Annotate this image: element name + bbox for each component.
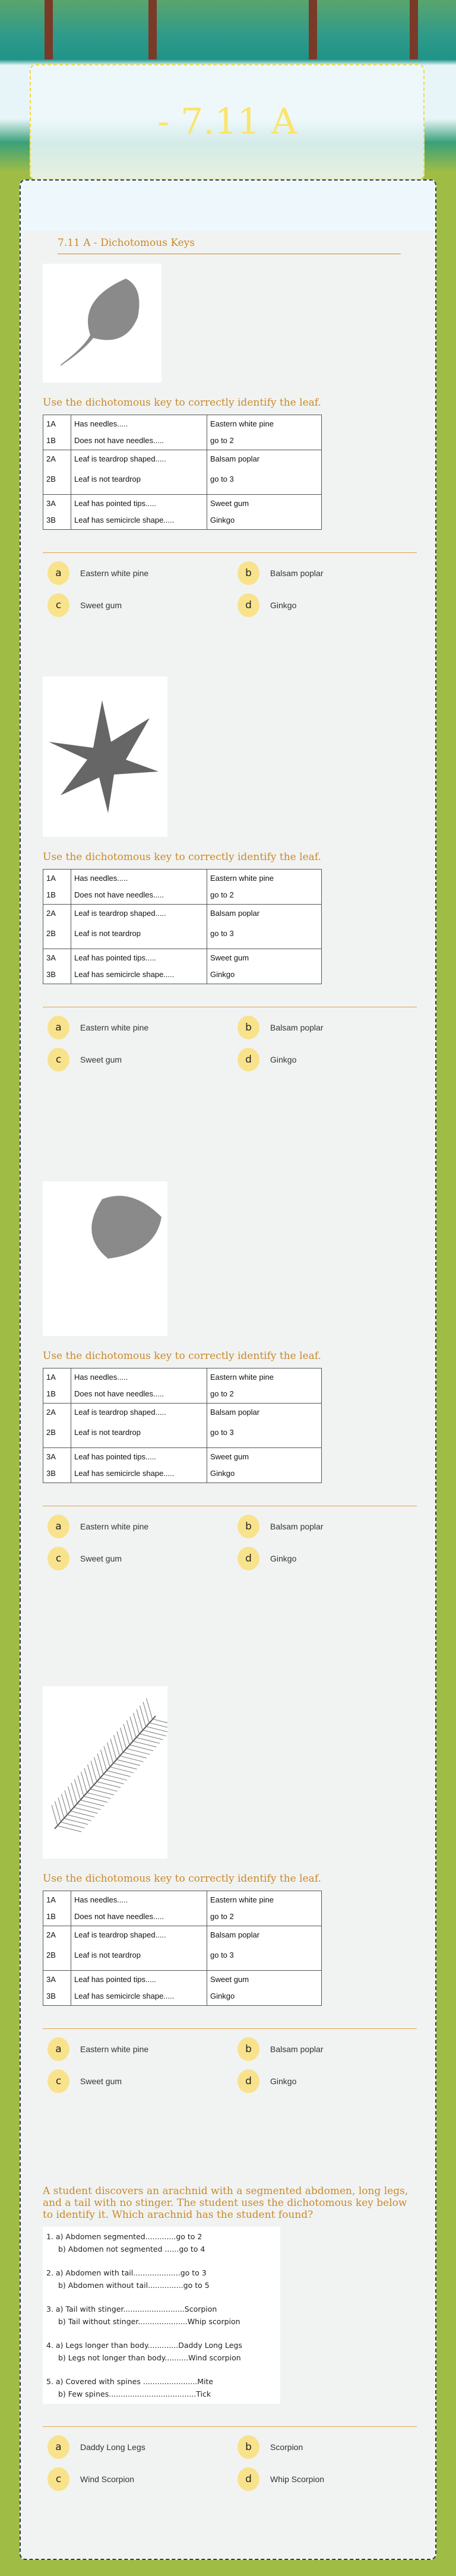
option-letter-badge: c — [48, 593, 69, 617]
key-result: go to 2 — [210, 436, 234, 445]
tree-trunk — [45, 0, 53, 59]
answer-option-b[interactable] — [238, 561, 422, 585]
option-letter-badge: a — [48, 1515, 69, 1538]
key-description: Leaf has pointed tips..... — [74, 499, 157, 508]
answer-option-d[interactable] — [238, 2467, 422, 2491]
leaf-image — [43, 1686, 167, 1858]
answer-option-c[interactable] — [48, 1048, 238, 1072]
option-label: Scorpion — [270, 2442, 303, 2452]
key-line: b) Legs not longer than body..........Wind scorpion — [58, 2353, 241, 2362]
key-step-id: 1A — [46, 1373, 56, 1382]
question-2 — [43, 677, 417, 1072]
answer-option-d[interactable] — [238, 1048, 422, 1072]
key-description: Leaf is not teardrop — [74, 1428, 141, 1437]
key-result: go to 2 — [210, 890, 234, 899]
answer-option-b[interactable] — [238, 2037, 422, 2061]
option-label: Sweet gum — [80, 1554, 122, 1563]
option-letter-badge: c — [48, 2467, 69, 2491]
key-result: Eastern white pine — [210, 1895, 274, 1904]
title-card — [30, 64, 425, 180]
answer-option-a[interactable] — [48, 561, 238, 585]
option-label: Eastern white pine — [80, 2044, 149, 2054]
key-description: Leaf has pointed tips..... — [74, 1975, 157, 1984]
key-line: b) Few spines.....................................Tick — [58, 2389, 211, 2398]
option-letter-badge: a — [48, 2037, 69, 2061]
key-line: b) Tail without stinger.....................Whip scorpion — [58, 2317, 240, 2326]
key-line: 3. a) Tail with stinger..........................Scorpion — [46, 2305, 217, 2313]
leaf-image — [43, 1181, 167, 1336]
answer-option-a[interactable] — [48, 1515, 238, 1538]
key-step-id: 1B — [46, 1389, 56, 1398]
key-step-id: 2A — [46, 1930, 56, 1939]
key-result: go to 2 — [210, 1912, 234, 1921]
answer-options — [43, 2037, 417, 2093]
key-result: Balsam poplar — [210, 1408, 260, 1417]
key-step-id: 1B — [46, 890, 56, 899]
key-result: Sweet gum — [210, 1452, 249, 1461]
key-result: go to 3 — [210, 1428, 234, 1437]
key-line: 2. a) Abdomen with tail....................go to 3 — [46, 2268, 207, 2277]
option-letter-badge: d — [238, 1547, 259, 1570]
option-letter-badge: b — [238, 561, 259, 585]
option-letter-badge: c — [48, 2069, 69, 2093]
key-row-group — [43, 905, 322, 949]
option-letter-badge: b — [238, 1515, 259, 1538]
answer-option-a[interactable] — [48, 2435, 238, 2459]
option-letter-badge: d — [238, 2467, 259, 2491]
answer-options — [43, 1016, 417, 1072]
key-row-group — [43, 1368, 322, 1404]
key-step-id: 1A — [46, 419, 56, 428]
key-line: 1. a) Abdomen segmented.............go to 2 — [46, 2232, 202, 2241]
key-result: Sweet gum — [210, 953, 249, 962]
answer-option-a[interactable] — [48, 2037, 238, 2061]
key-description: Does not have needles..... — [74, 436, 164, 445]
key-step-id: 1A — [46, 1895, 56, 1904]
key-description: Leaf has semicircle shape..... — [74, 516, 175, 524]
option-label: Balsam poplar — [270, 2044, 324, 2054]
answer-option-c[interactable] — [48, 2069, 238, 2093]
answer-option-c[interactable] — [48, 1547, 238, 1570]
key-description: Has needles..... — [74, 874, 128, 883]
key-result: Eastern white pine — [210, 419, 274, 428]
key-result: Sweet gum — [210, 499, 249, 508]
key-step-id: 2B — [46, 1428, 56, 1437]
option-label: Eastern white pine — [80, 1522, 149, 1531]
option-label: Ginkgo — [270, 600, 297, 610]
option-label: Balsam poplar — [270, 1023, 324, 1032]
page-title: - 7.11 A — [157, 101, 297, 143]
key-row-group — [43, 1891, 322, 1926]
key-step-id: 1B — [46, 1912, 56, 1921]
key-step-id: 2B — [46, 475, 56, 483]
key-description: Leaf is teardrop shaped..... — [74, 909, 166, 918]
key-description: Has needles..... — [74, 419, 128, 428]
key-result: Eastern white pine — [210, 1373, 274, 1382]
option-letter-badge: c — [48, 1547, 69, 1570]
key-row-group — [43, 450, 322, 495]
key-step-id: 2A — [46, 909, 56, 918]
key-result: Ginkgo — [210, 1992, 235, 2000]
dichotomous-key-table — [43, 415, 322, 530]
option-letter-badge: a — [48, 1016, 69, 1039]
key-description: Leaf has pointed tips..... — [74, 1452, 157, 1461]
key-description: Leaf is not teardrop — [74, 929, 141, 938]
key-step-id: 3B — [46, 1992, 56, 2000]
key-result: Balsam poplar — [210, 909, 260, 918]
key-description: Leaf is not teardrop — [74, 475, 141, 483]
answer-option-b[interactable] — [238, 1515, 422, 1538]
answer-option-b[interactable] — [238, 1016, 422, 1039]
key-line: 4. a) Legs longer than body.............Daddy Long Legs — [46, 2341, 242, 2350]
leaf-image — [43, 264, 162, 383]
key-description: Does not have needles..... — [74, 890, 164, 899]
option-label: Sweet gum — [80, 1055, 122, 1064]
key-result: Ginkgo — [210, 516, 235, 524]
key-row-group — [43, 1926, 322, 1971]
key-step-id: 1B — [46, 436, 56, 445]
key-step-id: 3A — [46, 1452, 56, 1461]
worksheet-card — [20, 179, 436, 2560]
key-result: Ginkgo — [210, 1469, 235, 1478]
key-step-id: 3A — [46, 953, 56, 962]
option-label: Daddy Long Legs — [80, 2442, 145, 2452]
tree-trunk — [309, 0, 317, 59]
key-row-group — [43, 949, 322, 984]
key-row-group — [43, 1404, 322, 1448]
key-result: go to 3 — [210, 475, 234, 483]
key-description: Leaf has semicircle shape..... — [74, 1992, 175, 2000]
option-letter-badge: a — [48, 561, 69, 585]
option-label: Whip Scorpion — [270, 2474, 325, 2484]
answer-options — [43, 2435, 417, 2491]
key-step-id: 2A — [46, 454, 56, 463]
divider — [43, 552, 417, 553]
option-label: Ginkgo — [270, 1554, 297, 1563]
answer-option-d[interactable] — [238, 2069, 422, 2093]
divider — [43, 2028, 417, 2029]
question-text: Use the dichotomous key to correctly identify the leaf. — [43, 1873, 321, 1885]
dichotomous-key-table — [43, 1891, 322, 2006]
option-label: Wind Scorpion — [80, 2474, 135, 2484]
key-step-id: 2B — [46, 1951, 56, 1959]
option-letter-badge: d — [238, 1048, 259, 1072]
key-description: Has needles..... — [74, 1895, 128, 1904]
key-description: Leaf has semicircle shape..... — [74, 1469, 175, 1478]
key-description: Has needles..... — [74, 1373, 128, 1382]
key-step-id: 3A — [46, 499, 56, 508]
question-3 — [43, 1181, 417, 1570]
question-text: Use the dichotomous key to correctly identify the leaf. — [43, 1350, 321, 1362]
key-step-id: 2A — [46, 1408, 56, 1417]
question-4 — [43, 1686, 417, 2093]
key-result: go to 2 — [210, 1389, 234, 1398]
answer-options — [43, 561, 417, 617]
key-line: b) Abdomen without tail...............go to 5 — [58, 2281, 210, 2290]
option-label: Sweet gum — [80, 600, 122, 610]
key-description: Does not have needles..... — [74, 1912, 164, 1921]
key-row-group — [43, 870, 322, 905]
answer-option-d[interactable] — [238, 1547, 422, 1570]
option-letter-badge: d — [238, 593, 259, 617]
divider — [43, 2426, 417, 2427]
option-label: Balsam poplar — [270, 568, 324, 578]
question-1 — [43, 264, 417, 617]
key-description: Leaf has pointed tips..... — [74, 953, 157, 962]
key-row-group — [43, 1448, 322, 1483]
key-description: Leaf is not teardrop — [74, 1951, 141, 1959]
section-heading: 7.11 A - Dichotomous Keys — [58, 237, 401, 254]
key-result: go to 3 — [210, 1951, 234, 1959]
answer-option-a[interactable] — [48, 1016, 238, 1039]
tree-trunk — [410, 0, 418, 59]
key-step-id: 3A — [46, 1975, 56, 1984]
option-letter-badge: b — [238, 2037, 259, 2061]
key-row-group — [43, 1971, 322, 2006]
option-label: Eastern white pine — [80, 1023, 149, 1032]
answer-option-c[interactable] — [48, 593, 238, 617]
option-label: Ginkgo — [270, 2076, 297, 2086]
dichotomous-key-table — [43, 869, 322, 984]
key-description: Leaf is teardrop shaped..... — [74, 1930, 166, 1939]
option-letter-badge: a — [48, 2435, 69, 2459]
key-result: Balsam poplar — [210, 454, 260, 463]
key-result: Sweet gum — [210, 1975, 249, 1984]
key-step-id: 3B — [46, 516, 56, 524]
question-text: Use the dichotomous key to correctly identify the leaf. — [43, 851, 321, 863]
key-description: Does not have needles..... — [74, 1389, 164, 1398]
key-row-group — [43, 495, 322, 530]
option-label: Ginkgo — [270, 1055, 297, 1064]
leaf-image — [43, 677, 167, 837]
option-letter-badge: b — [238, 2435, 259, 2459]
key-step-id: 2B — [46, 929, 56, 938]
key-step-id: 3B — [46, 1469, 56, 1478]
option-label: Eastern white pine — [80, 568, 149, 578]
key-step-id: 1A — [46, 874, 56, 883]
answer-option-b[interactable] — [238, 2435, 422, 2459]
key-line: b) Abdomen not segmented ......go to 4 — [58, 2245, 205, 2253]
key-description: Leaf is teardrop shaped..... — [74, 454, 166, 463]
question-5 — [43, 2185, 417, 2491]
option-letter-badge: d — [238, 2069, 259, 2093]
key-description: Leaf is teardrop shaped..... — [74, 1408, 166, 1417]
option-letter-badge: c — [48, 1048, 69, 1072]
key-line: 5. a) Covered with spines .......................Mite — [46, 2377, 214, 2386]
question-text: A student discovers an arachnid with a segmented abdomen, long legs, and a tail with no stinger. The student uses the dichotomous key below to identify it. Which arachnid has the student found? — [43, 2185, 408, 2221]
card-top-band — [21, 181, 435, 231]
key-step-id: 3B — [46, 970, 56, 979]
key-result: Balsam poplar — [210, 1930, 260, 1939]
key-row-group — [43, 415, 322, 450]
answer-option-c[interactable] — [48, 2467, 238, 2491]
tree-trunk — [148, 0, 157, 59]
key-description: Leaf has semicircle shape..... — [74, 970, 175, 979]
arachnid-key — [43, 2227, 280, 2404]
dichotomous-key-table — [43, 1368, 322, 1483]
option-letter-badge: b — [238, 1016, 259, 1039]
question-text: Use the dichotomous key to correctly identify the leaf. — [43, 397, 321, 409]
answer-option-d[interactable] — [238, 593, 422, 617]
key-result: Ginkgo — [210, 970, 235, 979]
key-result: go to 3 — [210, 929, 234, 938]
answer-options — [43, 1515, 417, 1570]
option-label: Balsam poplar — [270, 1522, 324, 1531]
option-label: Sweet gum — [80, 2076, 122, 2086]
key-result: Eastern white pine — [210, 874, 274, 883]
